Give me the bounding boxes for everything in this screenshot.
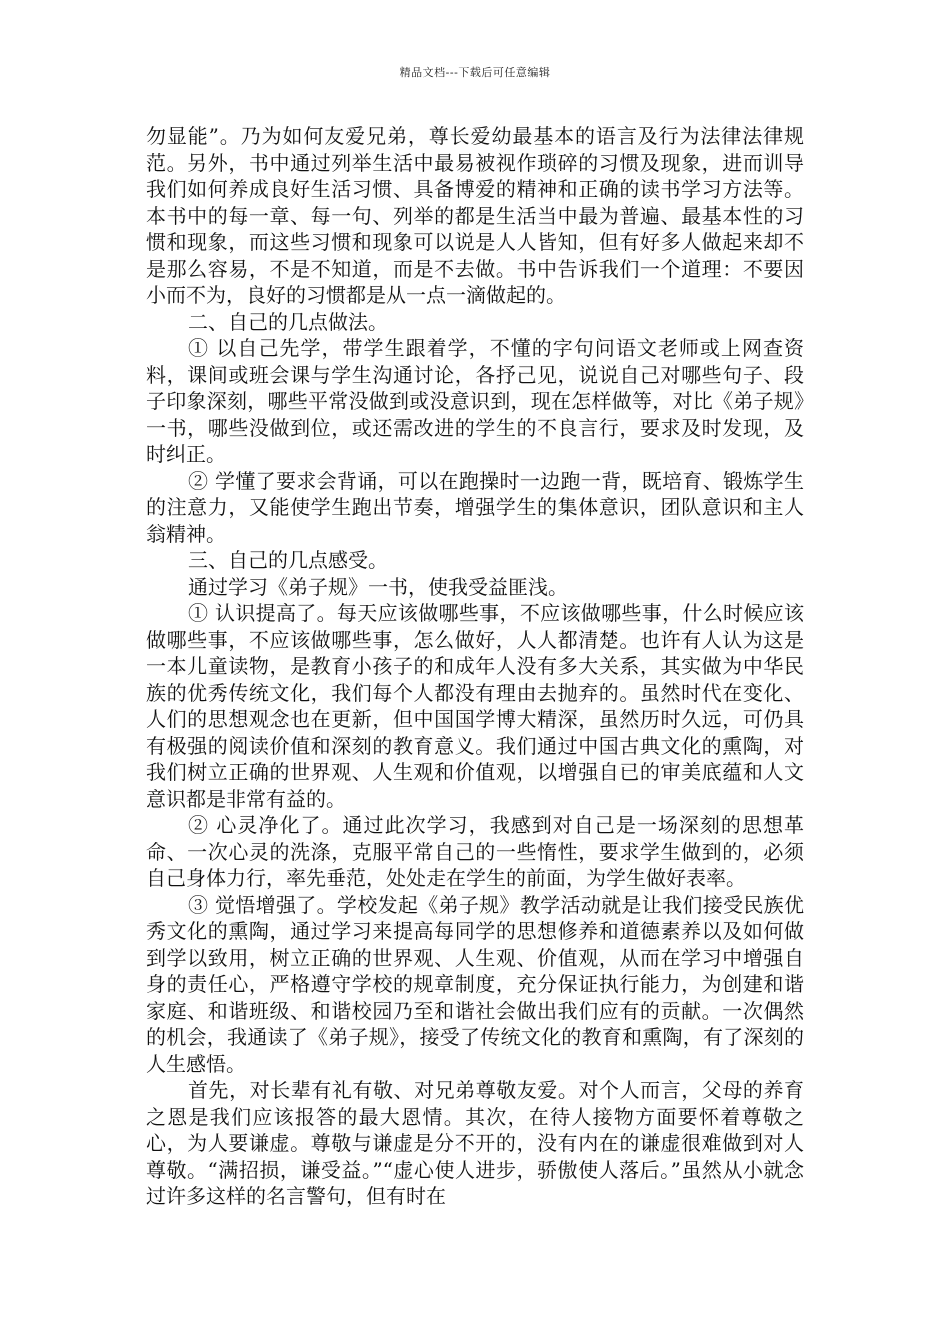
feeling-item-2: ② 心灵净化了。通过此次学习，我感到对自己是一场深刻的思想革命、一次心灵的洗涤，克服平常自己的一些惰性，要求学生做到的，必须自己身体力行，率先垂范，处处走在学生的前面，为学生做好表率。 — [146, 813, 804, 890]
paragraph-first-point: 首先，对长辈有礼有敬、对兄弟尊敬友爱。对个人而言，父母的养育之恩是我们应该报答的最大恩情。其次，在待人接物方面要怀着尊敬之心，为人要谦虚。尊敬与谦虚是分不开的，没有内在的谦虚很难做到对人尊敬。“满招损，谦受益。”“虚心使人进步，骄傲使人落后。”虽然从小就念过许多这样的名言警句，但有时在 — [146, 1078, 804, 1208]
feeling-item-1: ① 认识提高了。每天应该做哪些事，不应该做哪些事，什么时候应该做哪些事，不应该做哪些事，怎么做好，人人都清楚。也许有人认为这是一本儿童读物，是教育小孩子的和成年人没有多大关系，其实做为中华民族的优秀传统文化，我们每个人都没有理由去抛弃的。虽然时代在变化、人们的思想观念也在更新，但中国国学博大精深，虽然历时久远，可仍具有极强的阅读价值和深刻的教育意义。我们通过中国古典文化的熏陶，对我们树立正确的世界观、人生观和价值观，以增强自已的审美底蕴和人文意识都是非常有益的。 — [146, 601, 804, 811]
feeling-item-3: ③ 觉悟增强了。学校发起《弟子规》教学活动就是让我们接受民族优秀文化的熏陶，通过学习来提高每同学的思想修养和道德素养以及如何做到学以致用，树立正确的世界观、人生观、价值观，从而在学习中增强自身的责任心，严格遵守学校的规章制度，充分保证执行能力，为创建和谐家庭、和谐班级、和谐校园乃至和谐社会做出我们应有的贡献。一次偶然的机会，我通读了《弟子规》，接受了传统文化的教育和熏陶，有了深刻的人生感悟。 — [146, 892, 804, 1076]
document-body — [146, 123, 804, 1210]
feelings-intro: 通过学习《弟子规》一书，使我受益匪浅。 — [188, 574, 568, 599]
section-heading-feelings: 三、自己的几点感受。 — [188, 548, 388, 572]
page-header: 精品文档---下载后可任意编辑 — [399, 66, 551, 79]
section-heading-practices: 二、自己的几点做法。 — [188, 309, 388, 334]
practice-item-2: ② 学懂了要求会背诵，可以在跑操时一边跑一背，既培育、锻炼学生的注意力，又能使学生跑出节奏，增强学生的集体意识，团队意识和主人翁精神。 — [146, 468, 804, 546]
paragraph-intro-continued: 勿显能”。乃为如何友爱兄弟，尊长爱幼最基本的语言及行为法律法律规范。另外，书中通过列举生活中最易被视作琐碎的习惯及现象，进而训导我们如何养成良好生活习惯、具备博爱的精神和正确的读书学习方法等。本书中的每一章、每一句、列举的都是生活当中最为普遍、最基本性的习惯和现象，而这些习惯和现象可以说是人人皆知，但有好多人做起来却不是那么容易，不是不知道，而是不去做。书中告诉我们一个道理：不要因小而不为，良好的习惯都是从一点一滴做起的。 — [146, 124, 804, 307]
practice-item-1: ① 以自己先学，带学生跟着学，不懂的字句问语文老师或上网查资料，课间或班会课与学生沟通讨论，各抒己见，说说自己对哪些句子、段子印象深刻，哪些平常没做到或没意识到，现在怎样做等，对比《弟子规》一书，哪些没做到位，或还需改进的学生的不良言行，要求及时发现，及时纠正。 — [146, 336, 804, 466]
